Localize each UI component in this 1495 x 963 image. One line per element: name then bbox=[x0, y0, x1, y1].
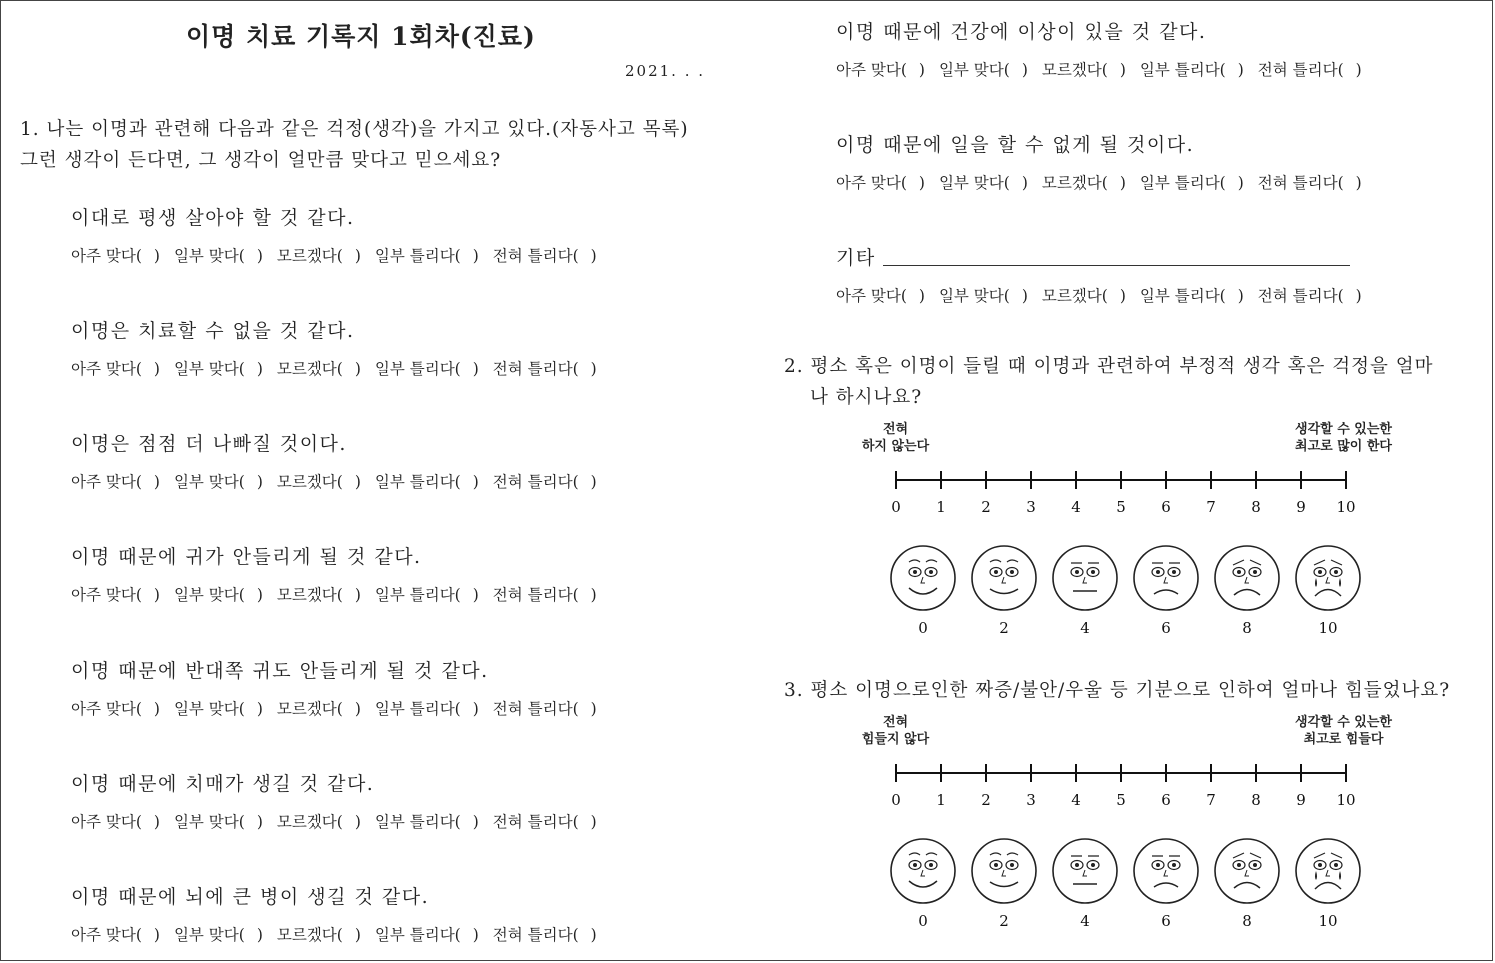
scale-tick-label: 3 bbox=[1026, 791, 1036, 809]
face-icon bbox=[1134, 546, 1198, 610]
answer-option-label: 일부 맞다( bbox=[938, 174, 1010, 192]
answer-option-blank: ) bbox=[1355, 61, 1362, 79]
answer-option-label: 모르겠다( bbox=[1041, 287, 1108, 305]
answer-option-label: 전혀 틀리다( bbox=[492, 813, 579, 831]
answer-option-blank: ) bbox=[256, 813, 263, 831]
answer-option-blank: ) bbox=[153, 813, 160, 831]
face-icon bbox=[1215, 546, 1279, 610]
answer-options bbox=[71, 583, 597, 605]
answer-option-label: 전혀 틀리다( bbox=[492, 586, 579, 604]
scale-tick-label: 6 bbox=[1161, 498, 1171, 516]
answer-option-label: 일부 틀리다( bbox=[1139, 287, 1226, 305]
face-value-label: 2 bbox=[999, 619, 1009, 637]
answer-option-blank: ) bbox=[590, 473, 597, 491]
answer-option[interactable] bbox=[277, 810, 361, 832]
face-value-label: 4 bbox=[1080, 619, 1090, 637]
answer-option[interactable] bbox=[1258, 284, 1362, 306]
statement-4: 이명 때문에 귀가 안들리게 될 것 같다. bbox=[71, 546, 422, 568]
answer-option[interactable] bbox=[939, 58, 1028, 80]
answer-option-blank: ) bbox=[354, 247, 361, 265]
answer-option-label: 아주 맞다( bbox=[71, 586, 142, 604]
answer-option-blank: ) bbox=[256, 473, 263, 491]
answer-option[interactable] bbox=[939, 284, 1028, 306]
face-icon bbox=[891, 839, 955, 903]
scale-tick-label: 9 bbox=[1296, 498, 1306, 516]
answer-option-label: 전혀 틀리다( bbox=[492, 360, 579, 378]
answer-option[interactable] bbox=[493, 810, 597, 832]
face-value-label: 0 bbox=[918, 912, 928, 930]
face-value-label: 10 bbox=[1318, 912, 1338, 930]
q3-scale-right-caption: 생각할 수 있는한 최고로 힘들다 bbox=[1295, 715, 1392, 747]
answer-option-label: 아주 맞다( bbox=[71, 473, 142, 491]
answer-option-label: 일부 맞다( bbox=[938, 287, 1010, 305]
scale-tick-label: 7 bbox=[1206, 791, 1216, 809]
scale-tick-label: 3 bbox=[1026, 498, 1036, 516]
answer-option-label: 일부 틀리다( bbox=[374, 700, 461, 718]
answer-option-blank: ) bbox=[354, 586, 361, 604]
answer-option-blank: ) bbox=[472, 926, 479, 944]
answer-option-label: 모르겠다( bbox=[276, 586, 343, 604]
statement-3: 이명은 점점 더 나빠질 것이다. bbox=[71, 433, 347, 455]
answer-option-label: 일부 맞다( bbox=[173, 247, 245, 265]
answer-option[interactable] bbox=[836, 171, 925, 193]
answer-option-blank: ) bbox=[1119, 61, 1126, 79]
face-icon bbox=[1296, 839, 1360, 903]
answer-option-blank: ) bbox=[590, 247, 597, 265]
answer-option[interactable] bbox=[174, 244, 263, 266]
face-value-label: 10 bbox=[1318, 619, 1338, 637]
answer-option-label: 모르겠다( bbox=[276, 813, 343, 831]
answer-option[interactable] bbox=[71, 697, 160, 719]
answer-option[interactable] bbox=[493, 697, 597, 719]
answer-option-label: 아주 맞다( bbox=[71, 813, 142, 831]
answer-option-label: 전혀 틀리다( bbox=[492, 700, 579, 718]
answer-option[interactable] bbox=[71, 583, 160, 605]
answer-option-blank: ) bbox=[153, 700, 160, 718]
answer-option[interactable] bbox=[277, 697, 361, 719]
q2-line2: 나 하시나요? bbox=[810, 387, 923, 408]
answer-option-blank: ) bbox=[590, 926, 597, 944]
other-label: 기타 bbox=[836, 247, 876, 269]
scale-tick-label: 4 bbox=[1071, 498, 1081, 516]
answer-option-label: 일부 맞다( bbox=[173, 473, 245, 491]
q1-line1: 1. 나는 이명과 관련해 다음과 같은 걱정(생각)을 가지고 있다.(자동사고 목록) bbox=[20, 119, 689, 140]
answer-option[interactable] bbox=[174, 583, 263, 605]
statement-6: 이명 때문에 치매가 생길 것 같다. bbox=[71, 773, 375, 795]
answer-option[interactable] bbox=[71, 470, 160, 492]
date-field: 2021. . . bbox=[625, 62, 706, 80]
answer-option-blank: ) bbox=[354, 473, 361, 491]
statement-2: 이명은 치료할 수 없을 것 같다. bbox=[71, 320, 355, 342]
answer-options bbox=[71, 357, 597, 379]
answer-option-blank: ) bbox=[1237, 174, 1244, 192]
answer-option-blank: ) bbox=[153, 473, 160, 491]
answer-option-label: 아주 맞다( bbox=[71, 247, 142, 265]
answer-option-blank: ) bbox=[918, 61, 925, 79]
answer-options bbox=[836, 58, 1362, 80]
scale-tick-label: 4 bbox=[1071, 791, 1081, 809]
answer-option-label: 모르겠다( bbox=[1041, 61, 1108, 79]
answer-options bbox=[71, 923, 597, 945]
answer-option[interactable] bbox=[71, 923, 160, 945]
answer-option-blank: ) bbox=[1021, 61, 1028, 79]
answer-option-label: 모르겠다( bbox=[276, 247, 343, 265]
q2-numeric-scale bbox=[881, 463, 1361, 523]
answer-option-label: 일부 맞다( bbox=[173, 813, 245, 831]
scale-tick-label: 6 bbox=[1161, 791, 1171, 809]
answer-option-label: 일부 틀리다( bbox=[374, 247, 461, 265]
statement-5: 이명 때문에 반대쪽 귀도 안들리게 될 것 같다. bbox=[71, 660, 489, 682]
answer-option[interactable] bbox=[1042, 284, 1126, 306]
answer-option[interactable] bbox=[1140, 171, 1244, 193]
answer-option-label: 일부 맞다( bbox=[173, 360, 245, 378]
answer-option-blank: ) bbox=[1119, 287, 1126, 305]
answer-option-label: 모르겠다( bbox=[276, 360, 343, 378]
answer-option-label: 전혀 틀리다( bbox=[1257, 174, 1344, 192]
answer-option[interactable] bbox=[277, 923, 361, 945]
answer-option-blank: ) bbox=[1237, 287, 1244, 305]
answer-option-label: 아주 맞다( bbox=[71, 926, 142, 944]
answer-option-label: 아주 맞다( bbox=[836, 287, 907, 305]
scale-tick-label: 5 bbox=[1116, 498, 1126, 516]
answer-option-label: 전혀 틀리다( bbox=[492, 473, 579, 491]
scale-tick-label: 0 bbox=[891, 791, 901, 809]
answer-option-label: 일부 틀리다( bbox=[374, 926, 461, 944]
answer-option-label: 일부 맞다( bbox=[173, 926, 245, 944]
answer-option-blank: ) bbox=[354, 926, 361, 944]
answer-option-blank: ) bbox=[472, 813, 479, 831]
other-input-line[interactable] bbox=[883, 265, 1350, 266]
statement-8: 이명 때문에 건강에 이상이 있을 것 같다. bbox=[836, 21, 1207, 43]
face-value-label: 0 bbox=[918, 619, 928, 637]
answer-option[interactable] bbox=[1140, 284, 1244, 306]
answer-option[interactable] bbox=[71, 810, 160, 832]
answer-options bbox=[836, 171, 1362, 193]
answer-option-blank: ) bbox=[472, 360, 479, 378]
answer-option-blank: ) bbox=[918, 287, 925, 305]
page-title: 이명 치료 기록지 1회차(진료) bbox=[186, 22, 536, 51]
face-icon bbox=[891, 546, 955, 610]
answer-option-label: 일부 틀리다( bbox=[374, 813, 461, 831]
face-value-label: 2 bbox=[999, 912, 1009, 930]
answer-option-blank: ) bbox=[590, 360, 597, 378]
answer-option-blank: ) bbox=[256, 360, 263, 378]
answer-option-label: 일부 틀리다( bbox=[1139, 61, 1226, 79]
answer-option[interactable] bbox=[1258, 171, 1362, 193]
scale-tick-label: 1 bbox=[936, 498, 946, 516]
q2-scale-left-caption: 전혀 하지 않는다 bbox=[861, 422, 930, 454]
face-value-label: 8 bbox=[1242, 912, 1252, 930]
answer-option-blank: ) bbox=[354, 813, 361, 831]
answer-option[interactable] bbox=[174, 470, 263, 492]
answer-option[interactable] bbox=[71, 244, 160, 266]
answer-option[interactable] bbox=[1042, 58, 1126, 80]
answer-option-blank: ) bbox=[354, 360, 361, 378]
answer-option-blank: ) bbox=[472, 700, 479, 718]
answer-option-blank: ) bbox=[1355, 174, 1362, 192]
answer-option-label: 아주 맞다( bbox=[71, 700, 142, 718]
answer-option-blank: ) bbox=[153, 926, 160, 944]
answer-option[interactable] bbox=[277, 583, 361, 605]
answer-option-blank: ) bbox=[354, 700, 361, 718]
answer-option-blank: ) bbox=[590, 700, 597, 718]
answer-option-blank: ) bbox=[256, 926, 263, 944]
answer-option[interactable] bbox=[375, 923, 479, 945]
answer-option[interactable] bbox=[174, 923, 263, 945]
answer-option-label: 모르겠다( bbox=[276, 473, 343, 491]
q2-faces-scale bbox=[881, 541, 1371, 646]
answer-option[interactable] bbox=[493, 470, 597, 492]
answer-option-blank: ) bbox=[256, 700, 263, 718]
answer-option-label: 아주 맞다( bbox=[71, 360, 142, 378]
answer-option-blank: ) bbox=[590, 813, 597, 831]
answer-option-label: 전혀 틀리다( bbox=[1257, 287, 1344, 305]
answer-option[interactable] bbox=[71, 357, 160, 379]
face-icon bbox=[972, 839, 1036, 903]
scale-tick-label: 7 bbox=[1206, 498, 1216, 516]
answer-option-label: 아주 맞다( bbox=[836, 174, 907, 192]
answer-option-blank: ) bbox=[153, 360, 160, 378]
answer-option-blank: ) bbox=[1021, 287, 1028, 305]
answer-option-blank: ) bbox=[472, 247, 479, 265]
face-icon bbox=[1215, 839, 1279, 903]
answer-options bbox=[71, 697, 597, 719]
answer-options bbox=[71, 244, 597, 266]
face-icon bbox=[972, 546, 1036, 610]
answer-option-label: 모르겠다( bbox=[276, 700, 343, 718]
face-icon bbox=[1296, 546, 1360, 610]
scale-tick-label: 2 bbox=[981, 791, 991, 809]
face-value-label: 4 bbox=[1080, 912, 1090, 930]
answer-option-label: 아주 맞다( bbox=[836, 61, 907, 79]
answer-option[interactable] bbox=[174, 357, 263, 379]
face-icon bbox=[1053, 839, 1117, 903]
answer-option[interactable] bbox=[1042, 171, 1126, 193]
q3-scale-left-caption: 전혀 힘들지 않다 bbox=[861, 715, 930, 747]
answer-option-blank: ) bbox=[153, 247, 160, 265]
answer-option-blank: ) bbox=[153, 586, 160, 604]
answer-option-label: 일부 맞다( bbox=[938, 61, 1010, 79]
answer-option[interactable] bbox=[277, 470, 361, 492]
answer-option-label: 모르겠다( bbox=[276, 926, 343, 944]
scale-tick-label: 8 bbox=[1251, 498, 1261, 516]
q1-line2: 그런 생각이 든다면, 그 생각이 얼만큼 맞다고 믿으세요? bbox=[20, 150, 502, 171]
answer-option[interactable] bbox=[375, 470, 479, 492]
face-icon bbox=[1134, 839, 1198, 903]
answer-option-label: 일부 틀리다( bbox=[1139, 174, 1226, 192]
answer-option[interactable] bbox=[277, 244, 361, 266]
face-value-label: 8 bbox=[1242, 619, 1252, 637]
answer-option[interactable] bbox=[493, 923, 597, 945]
answer-option-label: 전혀 틀리다( bbox=[1257, 61, 1344, 79]
q3-line1: 3. 평소 이명으로인한 짜증/불안/우울 등 기분으로 인하여 얼마나 힘들었나요? bbox=[784, 680, 1451, 701]
statement-7: 이명 때문에 뇌에 큰 병이 생길 것 같다. bbox=[71, 886, 430, 908]
scale-tick-label: 9 bbox=[1296, 791, 1306, 809]
answer-option[interactable] bbox=[1140, 58, 1244, 80]
answer-option-label: 일부 틀리다( bbox=[374, 473, 461, 491]
answer-option[interactable] bbox=[375, 697, 479, 719]
answer-option[interactable] bbox=[493, 244, 597, 266]
answer-option-blank: ) bbox=[1355, 287, 1362, 305]
scale-tick-label: 8 bbox=[1251, 791, 1261, 809]
answer-option-blank: ) bbox=[472, 586, 479, 604]
answer-option[interactable] bbox=[277, 357, 361, 379]
answer-option[interactable] bbox=[375, 357, 479, 379]
answer-options bbox=[836, 284, 1362, 306]
answer-option-blank: ) bbox=[1119, 174, 1126, 192]
face-value-label: 6 bbox=[1161, 912, 1171, 930]
answer-option[interactable] bbox=[493, 357, 597, 379]
answer-option[interactable] bbox=[174, 810, 263, 832]
answer-option-label: 전혀 틀리다( bbox=[492, 926, 579, 944]
scale-tick-label: 10 bbox=[1336, 498, 1356, 516]
answer-option[interactable] bbox=[174, 697, 263, 719]
answer-option-blank: ) bbox=[256, 586, 263, 604]
statement-9: 이명 때문에 일을 할 수 없게 될 것이다. bbox=[836, 134, 1195, 156]
answer-option[interactable] bbox=[836, 284, 925, 306]
q3-faces-scale bbox=[881, 834, 1371, 939]
answer-option-label: 일부 틀리다( bbox=[374, 360, 461, 378]
answer-option[interactable] bbox=[493, 583, 597, 605]
answer-option-blank: ) bbox=[1021, 174, 1028, 192]
scale-tick-label: 10 bbox=[1336, 791, 1356, 809]
answer-option[interactable] bbox=[375, 810, 479, 832]
answer-option-label: 일부 맞다( bbox=[173, 700, 245, 718]
scale-tick-label: 2 bbox=[981, 498, 991, 516]
answer-option-blank: ) bbox=[918, 174, 925, 192]
answer-option[interactable] bbox=[939, 171, 1028, 193]
answer-option-blank: ) bbox=[1237, 61, 1244, 79]
answer-option-blank: ) bbox=[590, 586, 597, 604]
answer-option[interactable] bbox=[375, 583, 479, 605]
face-value-label: 6 bbox=[1161, 619, 1171, 637]
q3-numeric-scale bbox=[881, 756, 1361, 816]
answer-option-blank: ) bbox=[256, 247, 263, 265]
answer-option-label: 전혀 틀리다( bbox=[492, 247, 579, 265]
answer-option-label: 모르겠다( bbox=[1041, 174, 1108, 192]
answer-option-label: 일부 맞다( bbox=[173, 586, 245, 604]
answer-options bbox=[71, 810, 597, 832]
face-icon bbox=[1053, 546, 1117, 610]
answer-option[interactable] bbox=[836, 58, 925, 80]
statement-1: 이대로 평생 살아야 할 것 같다. bbox=[71, 207, 355, 229]
q2-scale-right-caption: 생각할 수 있는한 최고로 많이 한다 bbox=[1295, 422, 1392, 454]
scale-tick-label: 0 bbox=[891, 498, 901, 516]
scale-tick-label: 1 bbox=[936, 791, 946, 809]
q2-line1: 2. 평소 혹은 이명이 들릴 때 이명과 관련하여 부정적 생각 혹은 걱정을 얼마 bbox=[784, 356, 1434, 377]
answer-option-label: 일부 틀리다( bbox=[374, 586, 461, 604]
answer-options bbox=[71, 470, 597, 492]
answer-option[interactable] bbox=[375, 244, 479, 266]
answer-option[interactable] bbox=[1258, 58, 1362, 80]
scale-tick-label: 5 bbox=[1116, 791, 1126, 809]
answer-option-blank: ) bbox=[472, 473, 479, 491]
